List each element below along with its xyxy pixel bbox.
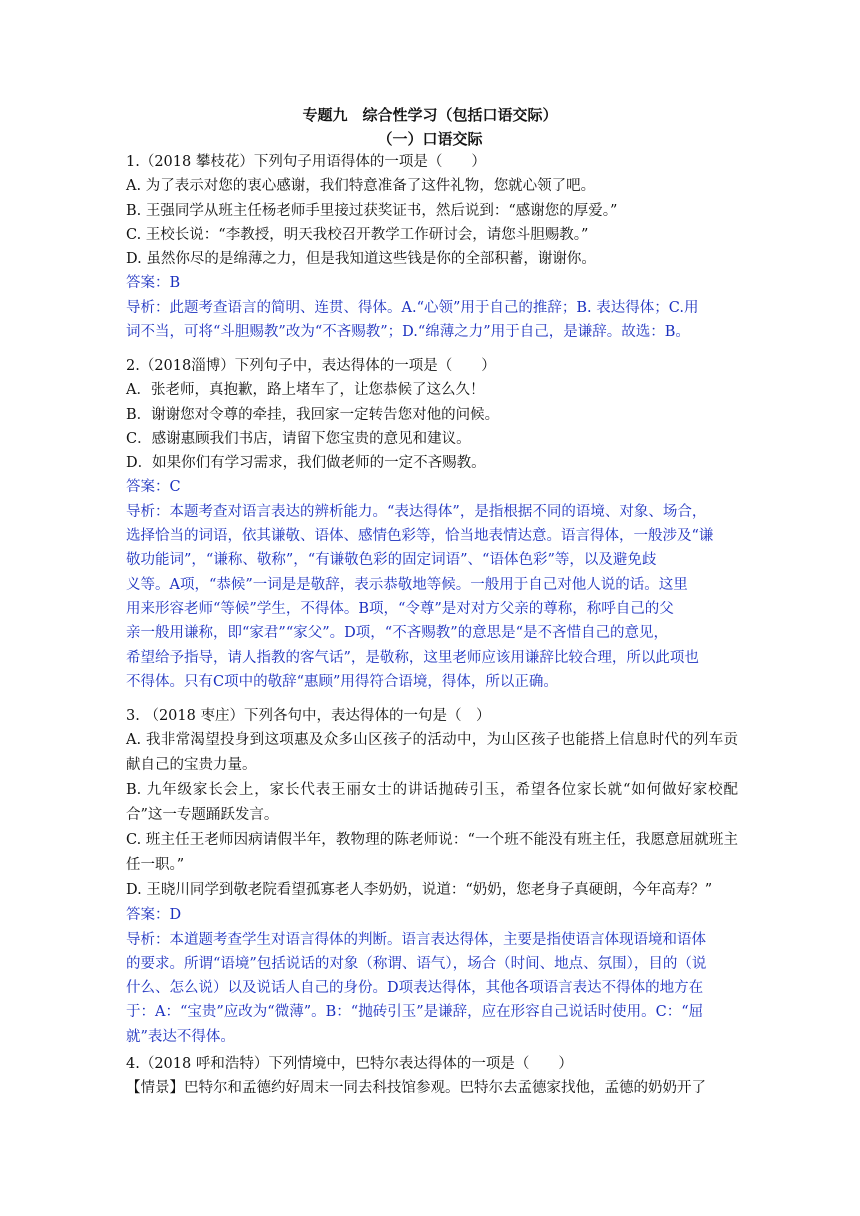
option-a: A. 我非常渴望投身到这项惠及众多山区孩子的活动中，为山区孩子也能搭上信息时代的列车贡献自己的宝贵力量。 [126,732,738,774]
explanation-line: 敬功能词”，“谦称、敬称”，“有谦敬色彩的固定词语”、“语体色彩”等，以及避免歧 [126,552,657,569]
page-title: 专题九 综合性学习（包括口语交际） [302,106,558,124]
answer: 答案：D [126,907,182,924]
question-4 [126,1052,738,1101]
option-d: D. 虽然你尽的是绵薄之力，但是我知道这些钱是你的全部积蓄，谢谢你。 [126,251,596,268]
option-c: C. 班主任王老师因病请假半年，教物理的陈老师说：“一个班不能没有班主任，我愿意屈就班主任一职。” [126,832,738,874]
option-a: A．张老师，真抱歉，路上堵车了，让您恭候了这么久！ [126,382,485,399]
explanation-line: 亲一般用谦称，即“家君”“家父”。D项，“不吝赐教”的意思是“是不吝惜自己的意见， [126,625,669,642]
question-stem: 2.（2018淄博）下列句子中，表达得体的一项是（ ） [126,358,496,374]
explanation-line: 什么、怎么说）以及说话人自己的身份。D项表达得体，其他各项语言表达不得体的地方在 [126,980,704,997]
explanation-line: 希望给予指导，请人指教的客气话”，是敬称，这里老师应该用谦辞比较合理，所以此项也 [126,649,699,666]
question-2 [126,354,738,694]
explanation-line: 导析：本道题考查学生对语言得体的判断。语言表达得体，主要是指使语言体现语境和语体 [126,931,706,948]
question-stem: 4.（2018 呼和浩特）下列情境中，巴特尔表达得体的一项是（ ） [126,1056,573,1072]
option-d: D．如果你们有学习需求，我们做老师的一定不吝赐教。 [126,455,486,472]
explanation-line: 选择恰当的词语，依其谦敬、语体、感情色彩等，恰当地表情达意。语言得体，一般涉及“谦 [126,528,714,545]
section-subtitle: （一）口语交际 [377,130,483,148]
option-d: D. 王晓川同学到敬老院看望孤寡老人李奶奶，说道：“奶奶，您老身子真硬朗，今年高寿？” [126,882,713,899]
explanation-line: 不得体。只有C项中的敬辞“惠顾”用得符合语境，得体，所以正确。 [126,673,558,690]
explanation-line: 就”表达不得体。 [126,1028,235,1045]
scenario-text: 【情景】巴特尔和孟德约好周末一同去科技馆参观。巴特尔去孟德家找他，孟德的奶奶开了 [126,1080,706,1097]
answer: 答案：C [126,479,181,496]
option-c: C．感谢惠顾我们书店，请留下您宝贵的意见和建议。 [126,430,471,447]
option-b: B．谢谢您对令尊的牵挂，我回家一定转告您对他的问候。 [126,406,500,423]
question-stem: 3. （2018 枣庄）下列各句中，表达得体的一句是（ ） [126,708,491,724]
option-b: B. 九年级家长会上，家长代表王丽女士的讲话抛砖引玉，希望各位家长就“如何做好家校配合”这一专题踊跃发言。 [126,782,738,824]
option-b: B. 王强同学从班主任杨老师手里接过获奖证书，然后说到：“感谢您的厚爱。” [126,202,618,219]
explanation-line: 的要求。所谓“语境”包括说话的对象（称谓、语气），场合（时间、地点、氛围），目的（说 [126,955,707,972]
explanation-line: 导析：本题考查对语言表达的辨析能力。“表达得体”，是指根据不同的语境、对象、场合， [126,503,707,520]
explanation-line: 义等。A项，“恭候”一词是是敬辞，表示恭敬地等候。一般用于自己对他人说的话。这里 [126,576,688,593]
explanation-line: 于：A：“宝贵”应改为“微薄”。B：“抛砖引玉”是谦辞，应在形容自己说话时使用。C：“屈 [126,1004,704,1021]
question-3 [126,704,738,1049]
explanation-line: 用来形容老师“等候”学生，不得体。B项，“令尊”是对对方父亲的尊称，称呼自己的父 [126,600,674,617]
question-stem: 1.（2018 攀枝花）下列句子用语得体的一项是（ ） [126,154,486,170]
explanation-line: 导析：此题考查语言的简明、连贯、得体。A.“心领”用于自己的推辞；B. 表达得体；C.用 [126,299,699,316]
question-1 [126,150,738,344]
option-c: C. 王校长说：“李教授，明天我校召开教学工作研讨会，请您斗胆赐教。” [126,226,589,243]
explanation-line: 词不当，可将“斗胆赐教”改为“不吝赐教”；D.“绵薄之力”用于自己，是谦辞。故选：B。 [126,324,690,341]
option-a: A. 为了表示对您的衷心感谢，我们特意准备了这件礼物，您就心领了吧。 [126,178,596,195]
answer: 答案：B [126,275,181,292]
